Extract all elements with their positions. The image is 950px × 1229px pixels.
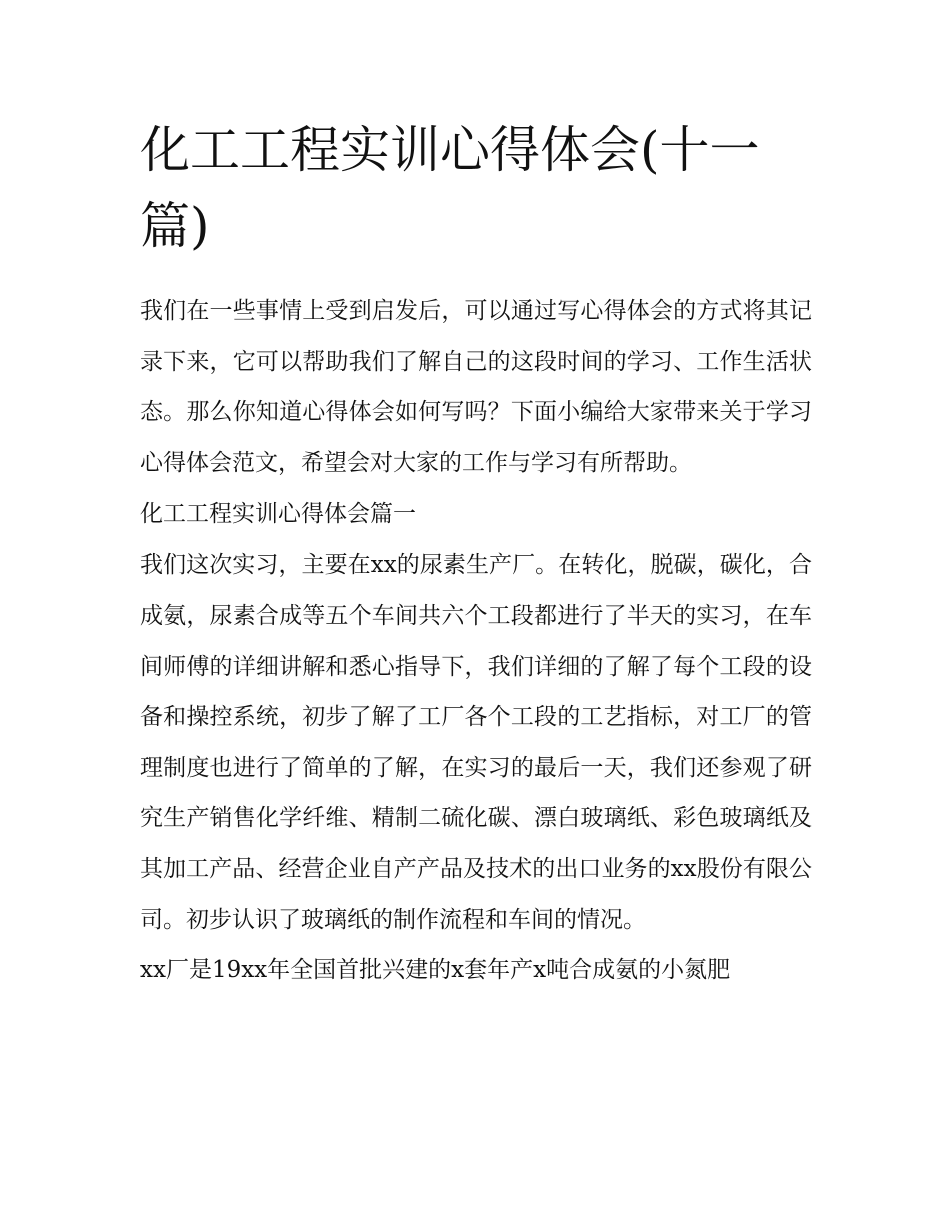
body-paragraph: xx厂是19xx年全国首批兴建的x套年产x吨合成氨的小氮肥: [140, 957, 731, 984]
body-paragraph: 我们这次实习，主要在xx的尿素生产厂。在转化，脱碳，碳化，合成氨，尿素合成等五个车间共六个工段都进行了半天的实习，在车间师傅的详细讲解和悉心指导下，我们详细的了解了每个工段的设备和操控系统，初步了解了工厂各个工段的工艺指标，对工厂的管理制度也进行了简单的了解，在实习的最后一天，我们还参观了研究生产销售化学纤维、精制二硫化碳、漂白玻璃纸、彩色玻璃纸及其加工产品、经营企业自产产品及技术的出口业务的xx股份有限公司。初步认识了玻璃纸的制作流程和车间的情况。: [140, 552, 812, 933]
section-heading: 化工工程实训心得体会篇一: [140, 501, 416, 528]
document-body: [140, 112, 812, 996]
intro-paragraph: 我们在一些事情上受到启发后，可以通过写心得体会的方式将其记录下来，它可以帮助我们了解自己的这段时间的学习、工作生活状态。那么你知道心得体会如何写吗？下面小编给大家带来关于学习心得体会范文，希望会对大家的工作与学习有所帮助。: [140, 298, 812, 476]
document-title: 化工工程实训心得体会(十一篇): [140, 121, 760, 255]
